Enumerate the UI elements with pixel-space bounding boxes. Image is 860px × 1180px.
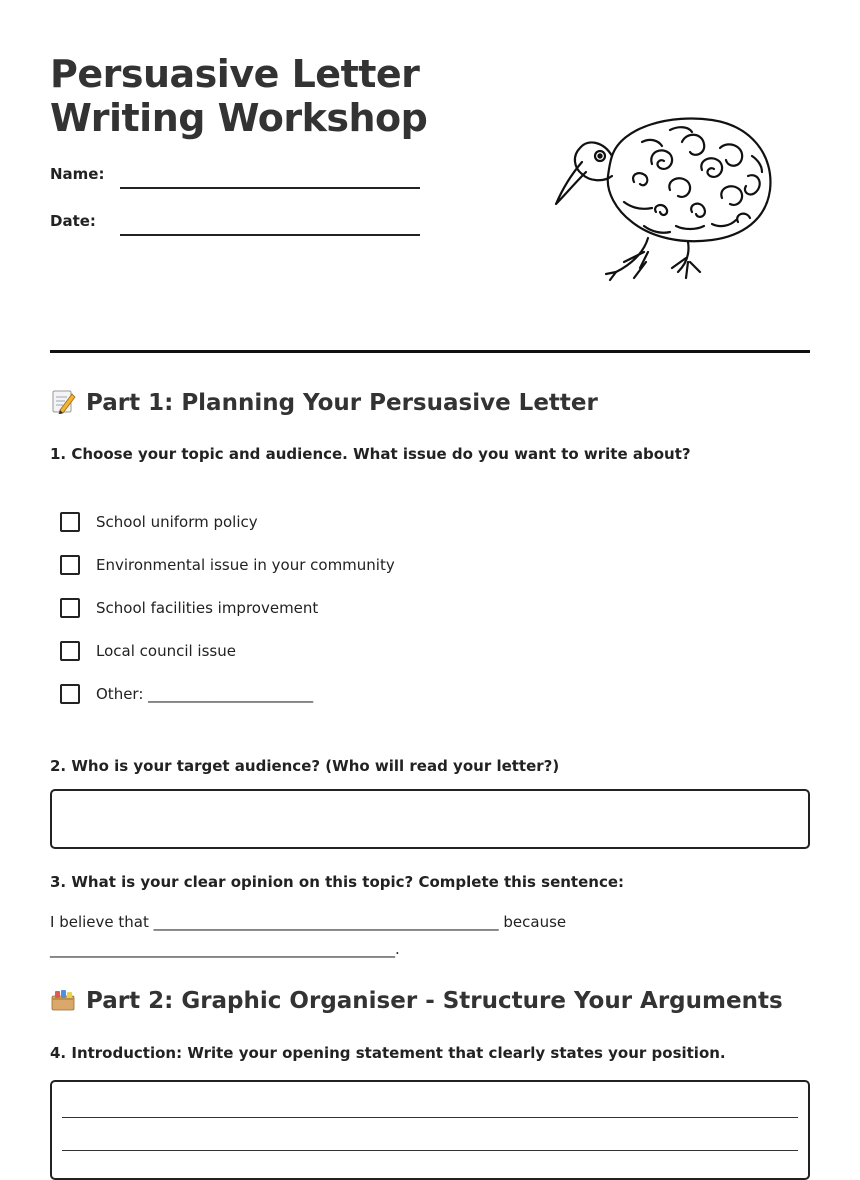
option-label: Environmental issue in your community	[96, 556, 395, 574]
part1-heading-text: Part 1: Planning Your Persuasive Letter	[86, 390, 598, 416]
topic-option[interactable]	[60, 682, 395, 706]
question-3: 3. What is your clear opinion on this topic? Complete this sentence:	[50, 873, 625, 891]
question-4: 4. Introduction: Write your opening statement that clearly states your position.	[50, 1044, 726, 1062]
date-field[interactable]	[120, 234, 420, 236]
date-label: Date:	[50, 212, 96, 230]
section-divider	[50, 350, 810, 353]
worksheet-title	[50, 52, 490, 140]
title-line-1: Persuasive Letter	[50, 52, 420, 96]
introduction-answer-box[interactable]	[50, 1080, 810, 1180]
writing-line	[62, 1117, 798, 1118]
title-line-2: Writing Workshop	[50, 96, 428, 140]
checkbox[interactable]	[60, 598, 80, 618]
topic-options	[60, 510, 395, 725]
checkbox[interactable]	[60, 555, 80, 575]
option-label: School facilities improvement	[96, 599, 319, 617]
checkbox[interactable]	[60, 641, 80, 661]
opinion-sentence[interactable]	[50, 909, 810, 963]
opinion-sentence-line-1: I believe that ______________________________________________ because	[50, 913, 567, 931]
question-1: 1. Choose your topic and audience. What issue do you want to write about?	[50, 445, 691, 463]
audience-answer-box[interactable]	[50, 789, 810, 849]
checkbox[interactable]	[60, 684, 80, 704]
opinion-sentence-line-2: ______________________________________________.	[50, 940, 400, 958]
part2-heading	[50, 986, 783, 1014]
topic-option[interactable]	[60, 510, 395, 534]
checkbox[interactable]	[60, 512, 80, 532]
part1-heading	[50, 388, 598, 416]
writing-line	[62, 1150, 798, 1151]
memo-pencil-icon	[50, 388, 76, 414]
option-label: School uniform policy	[96, 513, 258, 531]
name-label: Name:	[50, 165, 105, 183]
option-label: Other: ______________________	[96, 685, 314, 703]
name-field[interactable]	[120, 187, 420, 189]
question-2: 2. Who is your target audience? (Who will read your letter?)	[50, 757, 560, 775]
topic-option[interactable]	[60, 553, 395, 577]
topic-option[interactable]	[60, 639, 395, 663]
part2-heading-text: Part 2: Graphic Organiser - Structure Your Arguments	[86, 988, 783, 1014]
kiwi-bird-illustration	[552, 112, 777, 284]
card-index-dividers-icon	[50, 986, 76, 1012]
option-label: Local council issue	[96, 642, 236, 660]
topic-option[interactable]	[60, 596, 395, 620]
